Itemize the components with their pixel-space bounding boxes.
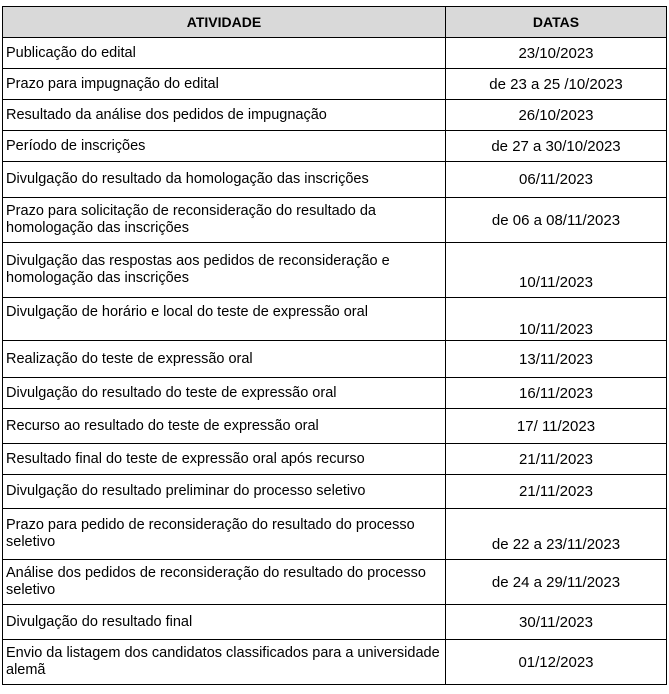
date-cell: 10/11/2023 bbox=[446, 298, 667, 341]
date-cell: 30/11/2023 bbox=[446, 605, 667, 640]
table-row bbox=[3, 378, 667, 409]
table-row bbox=[3, 640, 667, 685]
header-activity: ATIVIDADE bbox=[3, 7, 446, 38]
activity-cell: Prazo para pedido de reconsideração do resultado do processo seletivo bbox=[3, 509, 446, 560]
date-cell: 17/ 11/2023 bbox=[446, 409, 667, 444]
date-cell: de 24 a 29/11/2023 bbox=[446, 560, 667, 605]
date-cell: de 23 a 25 /10/2023 bbox=[446, 69, 667, 100]
date-cell: 23/10/2023 bbox=[446, 38, 667, 69]
table-row bbox=[3, 198, 667, 243]
schedule-table bbox=[2, 6, 667, 685]
activity-cell: Resultado final do teste de expressão oral após recurso bbox=[3, 444, 446, 475]
table-row bbox=[3, 38, 667, 69]
header-dates: DATAS bbox=[446, 7, 667, 38]
activity-cell: Período de inscrições bbox=[3, 131, 446, 162]
table-row bbox=[3, 131, 667, 162]
date-cell: de 06 a 08/11/2023 bbox=[446, 198, 667, 243]
date-cell: 16/11/2023 bbox=[446, 378, 667, 409]
activity-cell: Prazo para solicitação de reconsideração do resultado da homologação das inscrições bbox=[3, 198, 446, 243]
table-row bbox=[3, 243, 667, 298]
table-row bbox=[3, 409, 667, 444]
activity-cell: Prazo para impugnação do edital bbox=[3, 69, 446, 100]
table-row bbox=[3, 162, 667, 198]
activity-cell: Recurso ao resultado do teste de expressão oral bbox=[3, 409, 446, 444]
table-row bbox=[3, 298, 667, 341]
date-cell: 13/11/2023 bbox=[446, 341, 667, 378]
activity-cell: Análise dos pedidos de reconsideração do resultado do processo seletivo bbox=[3, 560, 446, 605]
activity-cell: Realização do teste de expressão oral bbox=[3, 341, 446, 378]
activity-cell: Resultado da análise dos pedidos de impugnação bbox=[3, 100, 446, 131]
date-cell: 06/11/2023 bbox=[446, 162, 667, 198]
date-cell: 26/10/2023 bbox=[446, 100, 667, 131]
date-cell: 21/11/2023 bbox=[446, 444, 667, 475]
activity-cell: Divulgação do resultado da homologação das inscrições bbox=[3, 162, 446, 198]
table-row bbox=[3, 605, 667, 640]
table-row bbox=[3, 444, 667, 475]
date-cell: 10/11/2023 bbox=[446, 243, 667, 298]
activity-cell: Divulgação de horário e local do teste de expressão oral bbox=[3, 298, 446, 341]
date-cell: 01/12/2023 bbox=[446, 640, 667, 685]
table-row bbox=[3, 475, 667, 509]
date-cell: 21/11/2023 bbox=[446, 475, 667, 509]
header-row bbox=[3, 7, 667, 38]
table-row bbox=[3, 69, 667, 100]
table-row bbox=[3, 509, 667, 560]
activity-cell: Envio da listagem dos candidatos classificados para a universidade alemã bbox=[3, 640, 446, 685]
date-cell: de 22 a 23/11/2023 bbox=[446, 509, 667, 560]
date-cell: de 27 a 30/10/2023 bbox=[446, 131, 667, 162]
activity-cell: Divulgação das respostas aos pedidos de reconsideração e homologação das inscrições bbox=[3, 243, 446, 298]
activity-cell: Divulgação do resultado do teste de expressão oral bbox=[3, 378, 446, 409]
table-row bbox=[3, 100, 667, 131]
table-row bbox=[3, 341, 667, 378]
table-row bbox=[3, 560, 667, 605]
activity-cell: Divulgação do resultado final bbox=[3, 605, 446, 640]
activity-cell: Publicação do edital bbox=[3, 38, 446, 69]
activity-cell: Divulgação do resultado preliminar do processo seletivo bbox=[3, 475, 446, 509]
